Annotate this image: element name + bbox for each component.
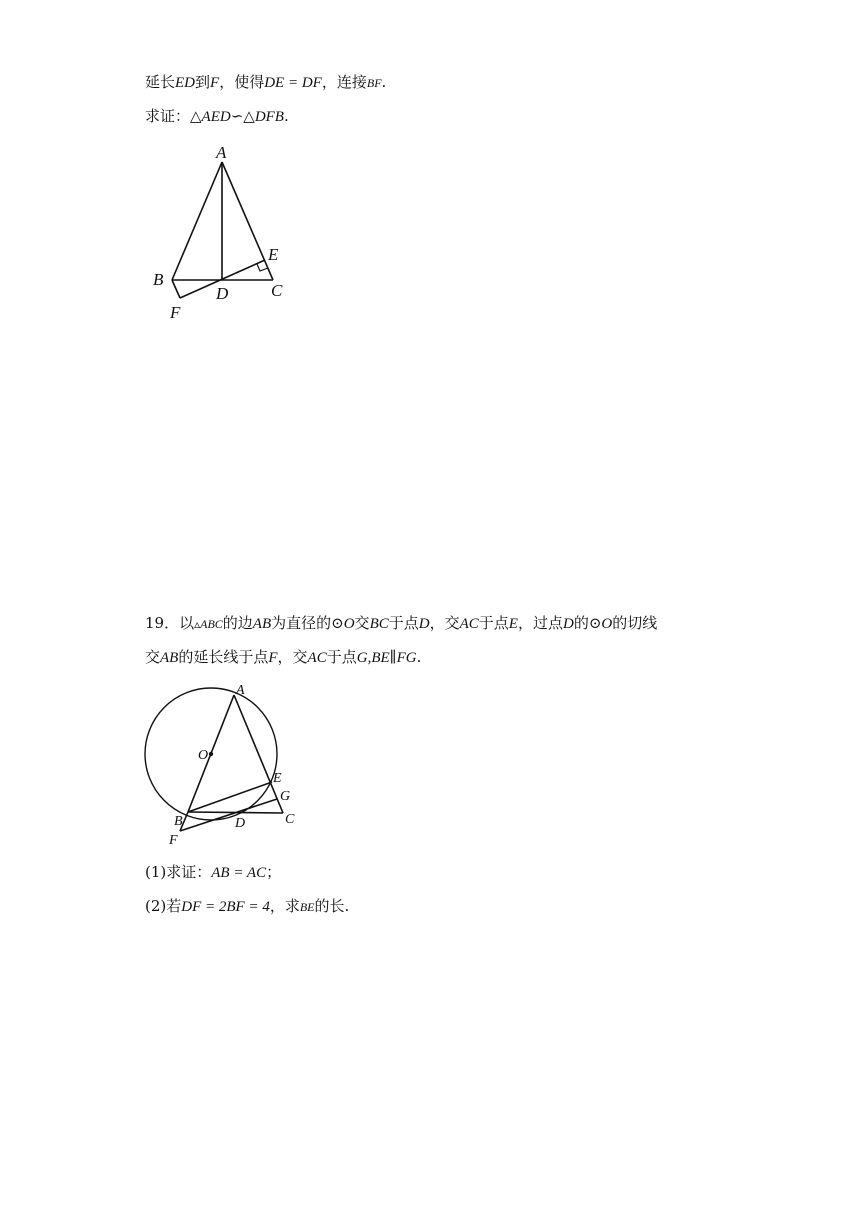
text: 19．以 — [145, 614, 195, 632]
text: 于点 — [326, 648, 357, 666]
text: 求证： — [145, 107, 191, 125]
label-E: E — [268, 245, 279, 264]
label-F: F — [170, 303, 181, 322]
tangent-FG — [180, 799, 277, 831]
math-BF: BF — [366, 76, 382, 90]
math-AB-eq-AC: AB = AC — [211, 865, 267, 881]
text: 的长. — [314, 897, 350, 915]
text: 延长 — [145, 73, 176, 91]
text: . — [381, 73, 387, 91]
label-B: B — [174, 814, 183, 829]
label-A: A — [236, 683, 245, 698]
text: ，交 — [429, 614, 460, 632]
text: ，过点 — [517, 614, 563, 632]
label-C: C — [271, 281, 283, 300]
text: 到 — [195, 73, 211, 91]
text: 交 — [145, 648, 161, 666]
math-DE-eq-DF: DE = DF — [264, 75, 322, 91]
text: 于点 — [388, 614, 419, 632]
text: ； — [266, 863, 282, 881]
math-AB: AB — [160, 650, 179, 666]
label-G: G — [280, 789, 291, 804]
math-BC: BC — [369, 616, 389, 632]
label-F: F — [169, 833, 178, 848]
math-DF-eq-2BF-eq-4: DF = 2BF = 4 — [181, 899, 270, 915]
math-AB: AB — [252, 616, 272, 632]
math-triangle-ABC: ▵ABC — [194, 617, 223, 631]
center-point-O — [209, 752, 213, 756]
math-ED: ED — [175, 75, 196, 91]
text: . — [283, 107, 289, 125]
math-AC: AC — [307, 650, 327, 666]
problem19-question1 — [145, 862, 281, 883]
text: 的 — [573, 614, 589, 632]
math-D: D — [418, 616, 430, 632]
label-C: C — [285, 812, 295, 827]
text: (2)若 — [145, 897, 182, 915]
math-similar-triangles: △AED∽△DFB — [190, 109, 284, 125]
text: 的切线 — [612, 614, 658, 632]
math-D: D — [562, 616, 574, 632]
math-F: F — [268, 650, 278, 666]
problem19-question2 — [145, 896, 349, 917]
segment-BE — [188, 782, 272, 812]
math-F: F — [210, 75, 220, 91]
text: ，交 — [277, 648, 308, 666]
label-D: D — [235, 816, 246, 831]
math-E: E — [508, 616, 518, 632]
math-BE: BE — [299, 900, 315, 914]
text: ，使得 — [219, 73, 265, 91]
label-E: E — [273, 771, 282, 786]
label-O: O — [198, 748, 209, 763]
text: 交 — [354, 614, 370, 632]
math-AC: AC — [459, 616, 479, 632]
text: 的延长线于点 — [178, 648, 269, 666]
text: 为直径的 — [271, 614, 332, 632]
text: 的边 — [222, 614, 253, 632]
segment-AC — [234, 695, 283, 813]
label-B: B — [153, 270, 164, 289]
text: ，连接 — [321, 73, 367, 91]
math-G-BE-parallel-FG: G,BE∥FG — [356, 650, 417, 666]
math-circle-O: ⊙O — [331, 616, 355, 632]
math-circle-O: ⊙O — [588, 616, 613, 632]
text: . — [416, 648, 422, 666]
text: (1)求证： — [145, 863, 212, 881]
label-D: D — [216, 284, 229, 303]
text: ，求 — [269, 897, 300, 915]
text: 于点 — [478, 614, 509, 632]
label-A: A — [216, 143, 227, 162]
